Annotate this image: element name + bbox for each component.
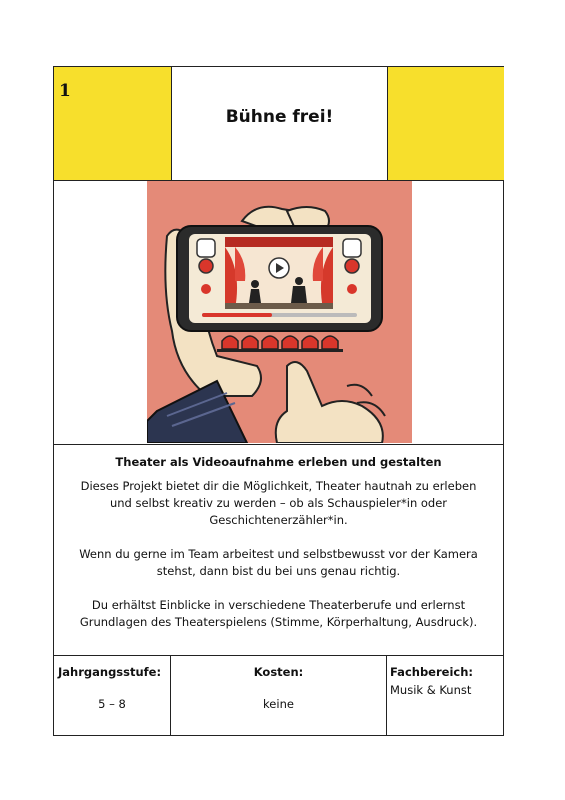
info-footer: [54, 656, 503, 735]
text-line: Dieses Projekt bietet dir die Möglichkeit, Theater hautnah zu erleben: [80, 479, 477, 493]
subject-value: Musik & Kunst: [390, 683, 472, 697]
project-subtitle: Theater als Videoaufnahme erleben und gestalten: [115, 455, 442, 469]
text-line: Wenn du gerne im Team arbeitest und selbstbewusst vor der Kamera: [79, 547, 478, 561]
text-line: Grundlagen des Theaterspielens (Stimme, Körperhaltung, Ausdruck).: [79, 615, 478, 629]
cost-label: Kosten:: [253, 665, 304, 679]
cost-value: keine: [263, 697, 294, 711]
grade-value: 5 – 8: [98, 697, 126, 711]
paragraph-insights: [64, 597, 493, 631]
page-title: Bühne frei!: [225, 107, 334, 127]
project-card: [53, 66, 504, 736]
text-line: Geschichtenerzähler*in.: [209, 513, 348, 527]
hand-holding-smartphone-illustration: [147, 181, 412, 443]
text-line: stehst, dann bist du bei uns genau richtig.: [156, 564, 401, 578]
image-area: [54, 181, 503, 445]
yellow-corner-box: [387, 67, 504, 180]
subject-label: Fachbereich:: [390, 665, 473, 679]
paragraph-team: [64, 546, 493, 580]
number-box: [54, 67, 172, 180]
text-line: und selbst kreativ zu werden – ob als Schauspieler*in oder: [109, 496, 448, 510]
text-line: Du erhältst Einblicke in verschiedene Theaterberufe und erlernst: [91, 598, 466, 612]
grade-label: Jahrgangsstufe:: [58, 665, 162, 679]
grade-cell: [54, 656, 171, 735]
description-area: [54, 445, 503, 656]
paragraph-intro: [64, 478, 493, 529]
subject-cell: [387, 656, 503, 735]
project-number: 1: [59, 81, 71, 101]
cost-cell: [171, 656, 387, 735]
card-header: [54, 67, 503, 181]
